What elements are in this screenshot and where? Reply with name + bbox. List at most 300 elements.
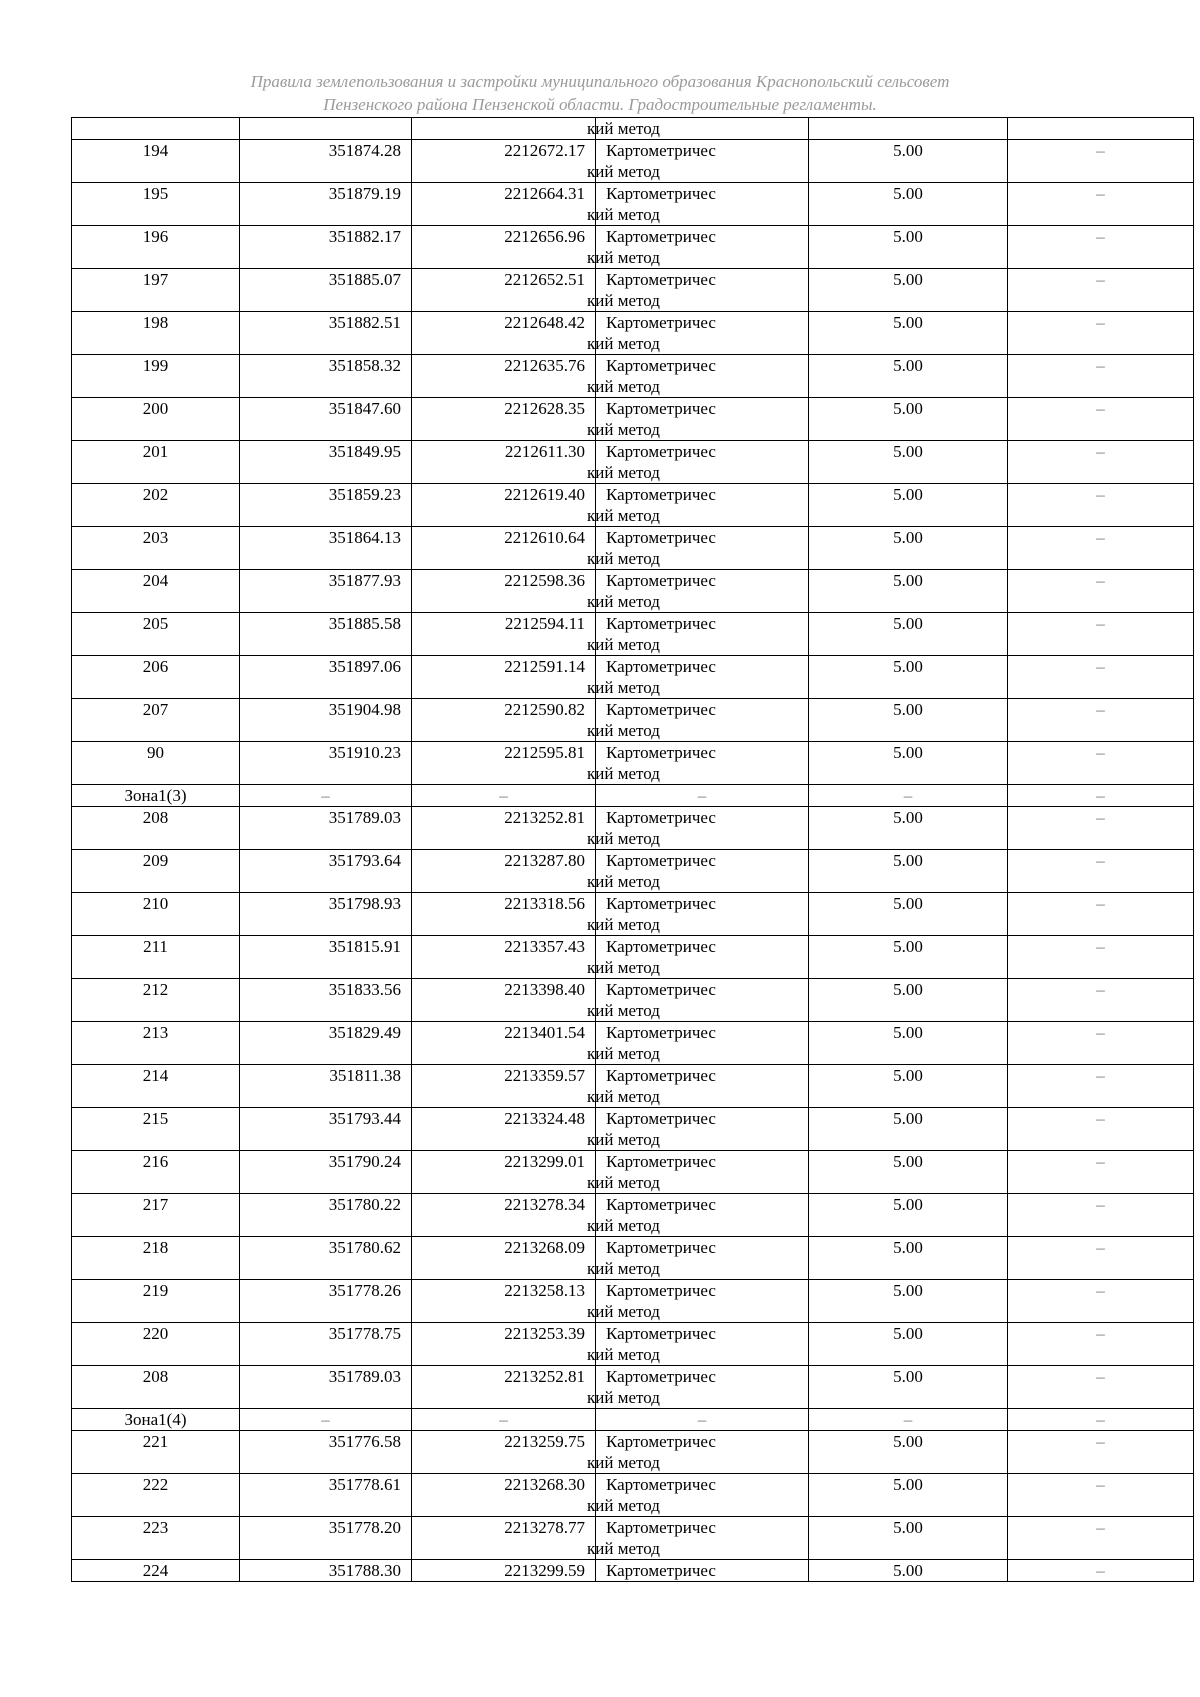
method-line-2: кий метод: [587, 248, 660, 267]
table-row: [72, 441, 1194, 484]
point-number: 208: [72, 807, 240, 850]
point-number: 216: [72, 1151, 240, 1194]
accuracy: 5.00: [809, 1237, 1008, 1280]
accuracy: 5.00: [809, 1065, 1008, 1108]
method-cell: [587, 1237, 809, 1280]
table-row: [72, 1280, 1194, 1323]
accuracy: 5.00: [809, 484, 1008, 527]
note: –: [1008, 979, 1194, 1022]
coord-y: 2213252.81: [412, 1366, 596, 1409]
note: –: [1008, 183, 1194, 226]
method-cell: [587, 1517, 809, 1560]
note: –: [1008, 1237, 1194, 1280]
method-line-2: кий метод: [587, 678, 660, 697]
method-line-1: Картометричес: [606, 270, 716, 289]
method-cell: [587, 1194, 809, 1237]
method-line-2: кий метод: [587, 420, 660, 439]
method-cell: [587, 850, 809, 893]
note: –: [1008, 807, 1194, 850]
method-line-1: Картометричес: [606, 1238, 716, 1257]
point-number: 204: [72, 570, 240, 613]
method-line-1: Картометричес: [606, 485, 716, 504]
method-line-1: Картометричес: [606, 442, 716, 461]
note: –: [1008, 1151, 1194, 1194]
coord-y: 2212590.82: [412, 699, 596, 742]
note: –: [1008, 785, 1194, 807]
method-line-2: кий метод: [587, 1388, 660, 1407]
accuracy: 5.00: [809, 527, 1008, 570]
point-number: 224: [72, 1560, 240, 1582]
note: –: [1008, 1474, 1194, 1517]
table-row: [72, 183, 1194, 226]
method-line-1: Картометричес: [606, 743, 716, 762]
zone-header-row: [72, 1409, 1194, 1431]
method-line-1: Картометричес: [606, 141, 716, 160]
table-row: [72, 226, 1194, 269]
coord-y: 2213299.01: [412, 1151, 596, 1194]
method-line-2: кий метод: [587, 1173, 660, 1192]
point-number: 206: [72, 656, 240, 699]
point-number: 220: [72, 1323, 240, 1366]
coord-y: 2213398.40: [412, 979, 596, 1022]
table-row: [72, 613, 1194, 656]
coord-x: 351882.51: [240, 312, 412, 355]
method-line-2: кий метод: [587, 1302, 660, 1321]
point-number: 210: [72, 893, 240, 936]
method-line-1: Картометричес: [606, 313, 716, 332]
coord-y: 2213299.59: [412, 1560, 596, 1582]
accuracy: 5.00: [809, 570, 1008, 613]
method-line-2: кий метод: [587, 1044, 660, 1063]
coord-x: 351910.23: [240, 742, 412, 785]
coord-x: 351885.07: [240, 269, 412, 312]
method-cell: [587, 656, 809, 699]
table-row-continuation: [72, 118, 1194, 140]
note: –: [1008, 484, 1194, 527]
method-line-2: кий метод: [587, 1496, 660, 1515]
method-line-1: Картометричес: [606, 1324, 716, 1343]
method-line-2: кий метод: [587, 721, 660, 740]
coord-y: –: [412, 1409, 596, 1431]
point-number: 90: [72, 742, 240, 785]
method-line-1: Картометричес: [606, 1432, 716, 1451]
accuracy: 5.00: [809, 1366, 1008, 1409]
note: –: [1008, 1431, 1194, 1474]
zone-label: Зона1(4): [72, 1409, 240, 1431]
coord-x: 351829.49: [240, 1022, 412, 1065]
table-row: [72, 1194, 1194, 1237]
table-row: [72, 1474, 1194, 1517]
method-line-2: кий метод: [587, 1087, 660, 1106]
table-row: [72, 893, 1194, 936]
method-line-1: Картометричес: [606, 184, 716, 203]
accuracy: 5.00: [809, 1517, 1008, 1560]
note: –: [1008, 850, 1194, 893]
point-number: 221: [72, 1431, 240, 1474]
method-cell: [587, 936, 809, 979]
table-row: [72, 656, 1194, 699]
table-row: [72, 850, 1194, 893]
accuracy: 5.00: [809, 656, 1008, 699]
accuracy: 5.00: [809, 613, 1008, 656]
method-line-1: Картометричес: [606, 1109, 716, 1128]
coord-y: 2213278.77: [412, 1517, 596, 1560]
coord-y: 2213252.81: [412, 807, 596, 850]
method-line-2: кий метод: [587, 872, 660, 891]
table-row: [72, 1560, 1194, 1582]
method-cell: [587, 1022, 809, 1065]
method-line-1: Картометричес: [606, 356, 716, 375]
accuracy: 5.00: [809, 807, 1008, 850]
method-cell: –: [596, 785, 809, 807]
method-line-1: Картометричес: [606, 980, 716, 999]
table-row: [72, 527, 1194, 570]
note: –: [1008, 312, 1194, 355]
accuracy: 5.00: [809, 742, 1008, 785]
coord-x: 351882.17: [240, 226, 412, 269]
coord-y: 2213287.80: [412, 850, 596, 893]
method-line-2: кий метод: [587, 377, 660, 396]
method-line-1: Картометричес: [606, 1518, 716, 1537]
point-number: 214: [72, 1065, 240, 1108]
zone-label: Зона1(3): [72, 785, 240, 807]
method-line-1: Картометричес: [606, 1152, 716, 1171]
note: –: [1008, 1517, 1194, 1560]
header-line-2: Пензенского района Пензенской области. Градостроительные регламенты.: [323, 95, 877, 114]
accuracy: 5.00: [809, 1151, 1008, 1194]
coord-x: 351864.13: [240, 527, 412, 570]
table-row: [72, 484, 1194, 527]
accuracy: 5.00: [809, 398, 1008, 441]
coord-y: 2212619.40: [412, 484, 596, 527]
note: –: [1008, 441, 1194, 484]
coord-y: –: [412, 785, 596, 807]
coord-x: 351778.75: [240, 1323, 412, 1366]
coord-y: 2213278.34: [412, 1194, 596, 1237]
method-cell: [587, 893, 809, 936]
coord-y: 2212628.35: [412, 398, 596, 441]
coord-y: 2212648.42: [412, 312, 596, 355]
accuracy: 5.00: [809, 979, 1008, 1022]
note: –: [1008, 140, 1194, 183]
point-number: 196: [72, 226, 240, 269]
method-cell: [587, 527, 809, 570]
point-number: 208: [72, 1366, 240, 1409]
method-line-1: Картометричес: [606, 227, 716, 246]
table-row: [72, 398, 1194, 441]
table-row: [72, 979, 1194, 1022]
table-row: [72, 807, 1194, 850]
method-cell: [587, 570, 809, 613]
coord-y: 2212610.64: [412, 527, 596, 570]
point-number: 197: [72, 269, 240, 312]
note: –: [1008, 398, 1194, 441]
table-row: [72, 1431, 1194, 1474]
note: –: [1008, 1022, 1194, 1065]
method-cell: [587, 979, 809, 1022]
method-line-2: кий метод: [587, 1539, 660, 1558]
coord-x: 351811.38: [240, 1065, 412, 1108]
coord-y: 2213253.39: [412, 1323, 596, 1366]
method-cell: [587, 355, 809, 398]
method-cell: [587, 742, 809, 785]
coord-y: 2213258.13: [412, 1280, 596, 1323]
coord-x: 351778.20: [240, 1517, 412, 1560]
coord-x: 351847.60: [240, 398, 412, 441]
method-line-1: Картометричес: [606, 571, 716, 590]
point-number: 202: [72, 484, 240, 527]
coord-y: 2212595.81: [412, 742, 596, 785]
coord-y: 2212594.11: [412, 613, 596, 656]
accuracy: 5.00: [809, 1280, 1008, 1323]
method-line-1: Картометричес: [606, 1066, 716, 1085]
note: –: [1008, 1366, 1194, 1409]
method-line-2: кий метод: [587, 205, 660, 224]
accuracy: 5.00: [809, 850, 1008, 893]
coord-y: 2212664.31: [412, 183, 596, 226]
accuracy: 5.00: [809, 1108, 1008, 1151]
table-row: [72, 1151, 1194, 1194]
method-line-1: Картометричес: [606, 657, 716, 676]
point-number: 199: [72, 355, 240, 398]
point-number: 217: [72, 1194, 240, 1237]
accuracy: 5.00: [809, 441, 1008, 484]
method-cell: [587, 140, 809, 183]
table-row: [72, 312, 1194, 355]
page-header: [0, 70, 1200, 116]
coord-x: 351849.95: [240, 441, 412, 484]
accuracy: –: [809, 785, 1008, 807]
header-line-1: Правила землепользования и застройки муниципального образования Краснопольский сельсовет: [250, 72, 950, 91]
method-cell: [587, 484, 809, 527]
table-row: [72, 1108, 1194, 1151]
accuracy: 5.00: [809, 140, 1008, 183]
note: –: [1008, 1323, 1194, 1366]
method-line-2: кий метод: [587, 162, 660, 181]
coord-x: 351897.06: [240, 656, 412, 699]
coord-y: 2212652.51: [412, 269, 596, 312]
accuracy: 5.00: [809, 893, 1008, 936]
point-number: 201: [72, 441, 240, 484]
point-number: 211: [72, 936, 240, 979]
point-number: 213: [72, 1022, 240, 1065]
method-line-2: кий метод: [587, 829, 660, 848]
method-cell: [587, 312, 809, 355]
method-cell: [587, 226, 809, 269]
method-line-2: кий метод: [587, 1216, 660, 1235]
note: –: [1008, 527, 1194, 570]
note: –: [1008, 269, 1194, 312]
method-cell: [587, 1151, 809, 1194]
method-line-2: кий метод: [587, 1259, 660, 1278]
method-line-1: Картометричес: [606, 937, 716, 956]
method-cell: [587, 613, 809, 656]
coord-x: 351788.30: [240, 1560, 412, 1582]
method-cell: [587, 1280, 809, 1323]
coord-x: 351858.32: [240, 355, 412, 398]
method-line-2: кий метод: [587, 635, 660, 654]
coord-y: 2212656.96: [412, 226, 596, 269]
method-cell: [587, 1108, 809, 1151]
table-row: [72, 742, 1194, 785]
coord-x: 351859.23: [240, 484, 412, 527]
table-row: [72, 1237, 1194, 1280]
point-number: 209: [72, 850, 240, 893]
point-number: 198: [72, 312, 240, 355]
accuracy: 5.00: [809, 936, 1008, 979]
method-line-1: Картометричес: [606, 1281, 716, 1300]
coord-x: 351780.62: [240, 1237, 412, 1280]
point-number: 195: [72, 183, 240, 226]
method-line-2: кий метод: [587, 1001, 660, 1020]
coord-y: 2212598.36: [412, 570, 596, 613]
method-line-1: Картометричес: [606, 894, 716, 913]
method-line-1: Картометричес: [606, 1561, 716, 1580]
accuracy: 5.00: [809, 312, 1008, 355]
coord-x: 351793.44: [240, 1108, 412, 1151]
method-cell: [587, 699, 809, 742]
accuracy: 5.00: [809, 269, 1008, 312]
method-line-2: кий метод: [587, 958, 660, 977]
method-line-2: кий метод: [587, 1345, 660, 1364]
accuracy: 5.00: [809, 699, 1008, 742]
method-line-1: Картометричес: [606, 1023, 716, 1042]
table-row: [72, 936, 1194, 979]
coord-y: 2212591.14: [412, 656, 596, 699]
coord-x: –: [240, 1409, 412, 1431]
coord-y: 2213268.09: [412, 1237, 596, 1280]
accuracy: 5.00: [809, 1323, 1008, 1366]
table-row: [72, 269, 1194, 312]
method-cell: [587, 398, 809, 441]
method-cell: [587, 1323, 809, 1366]
accuracy: 5.00: [809, 1560, 1008, 1582]
coord-y: 2213401.54: [412, 1022, 596, 1065]
point-number: 222: [72, 1474, 240, 1517]
table-row: [72, 1517, 1194, 1560]
method-cell: [587, 269, 809, 312]
method-line-2: кий метод: [587, 549, 660, 568]
note: –: [1008, 1108, 1194, 1151]
accuracy: –: [809, 1409, 1008, 1431]
table-row: [72, 140, 1194, 183]
method-line-1: Картометричес: [606, 399, 716, 418]
method-line-1: Картометричес: [606, 1475, 716, 1494]
coord-y: 2213324.48: [412, 1108, 596, 1151]
zone-header-row: [72, 785, 1194, 807]
note: –: [1008, 1560, 1194, 1582]
method-line-1: Картометричес: [606, 528, 716, 547]
point-number: 194: [72, 140, 240, 183]
method-cell: [587, 1431, 809, 1474]
table-row: [72, 570, 1194, 613]
coord-x: 351789.03: [240, 1366, 412, 1409]
note: –: [1008, 699, 1194, 742]
accuracy: 5.00: [809, 226, 1008, 269]
note: –: [1008, 936, 1194, 979]
coord-x: 351833.56: [240, 979, 412, 1022]
coord-x: 351780.22: [240, 1194, 412, 1237]
coord-x: 351885.58: [240, 613, 412, 656]
method-line-1: Картометричес: [606, 808, 716, 827]
method-cell: –: [596, 1409, 809, 1431]
accuracy: 5.00: [809, 355, 1008, 398]
method-line-2: кий метод: [587, 463, 660, 482]
point-number: 203: [72, 527, 240, 570]
coord-x: 351798.93: [240, 893, 412, 936]
coord-x: 351874.28: [240, 140, 412, 183]
coord-y: 2213268.30: [412, 1474, 596, 1517]
table-row: [72, 1323, 1194, 1366]
coord-y: 2213318.56: [412, 893, 596, 936]
method-line-2: кий метод: [587, 915, 660, 934]
method-line-2: кий метод: [587, 506, 660, 525]
note: –: [1008, 613, 1194, 656]
coord-y: 2212611.30: [412, 441, 596, 484]
note: –: [1008, 1409, 1194, 1431]
coord-x: 351815.91: [240, 936, 412, 979]
point-number: 212: [72, 979, 240, 1022]
method-line-1: Картометричес: [606, 1367, 716, 1386]
table-body: [72, 118, 1194, 1582]
note: –: [1008, 1280, 1194, 1323]
method-cell: [587, 1065, 809, 1108]
method-line-2: кий метод: [587, 291, 660, 310]
point-number: 215: [72, 1108, 240, 1151]
coord-y: 2213259.75: [412, 1431, 596, 1474]
coord-x: 351776.58: [240, 1431, 412, 1474]
table-row: [72, 355, 1194, 398]
coord-y: 2212635.76: [412, 355, 596, 398]
coord-x: 351879.19: [240, 183, 412, 226]
note: –: [1008, 1194, 1194, 1237]
point-number: 200: [72, 398, 240, 441]
coord-y: 2213357.43: [412, 936, 596, 979]
coord-y: 2212672.17: [412, 140, 596, 183]
method-line-1: Картометричес: [606, 614, 716, 633]
table-row: [72, 1366, 1194, 1409]
point-number: 218: [72, 1237, 240, 1280]
note: –: [1008, 656, 1194, 699]
coordinates-table: [71, 117, 1194, 1582]
method-cell: [587, 441, 809, 484]
method-cell: [587, 1474, 809, 1517]
note: –: [1008, 570, 1194, 613]
table-row: [72, 699, 1194, 742]
note: –: [1008, 226, 1194, 269]
accuracy: 5.00: [809, 1431, 1008, 1474]
method-line-1: Картометричес: [606, 700, 716, 719]
accuracy: 5.00: [809, 1022, 1008, 1065]
method-cell: [596, 1560, 809, 1582]
note: –: [1008, 1065, 1194, 1108]
coord-x: 351778.61: [240, 1474, 412, 1517]
point-number: 223: [72, 1517, 240, 1560]
method-line-2: кий метод: [587, 764, 660, 783]
point-number: 205: [72, 613, 240, 656]
note: –: [1008, 893, 1194, 936]
table-row: [72, 1065, 1194, 1108]
coord-x: 351793.64: [240, 850, 412, 893]
method-line-1: Картометричес: [606, 1195, 716, 1214]
coord-x: 351904.98: [240, 699, 412, 742]
coord-x: 351778.26: [240, 1280, 412, 1323]
method-cell: [587, 807, 809, 850]
point-number: 207: [72, 699, 240, 742]
method-line-1: Картометричес: [606, 851, 716, 870]
method-line-2: кий метод: [587, 334, 660, 353]
note: –: [1008, 742, 1194, 785]
